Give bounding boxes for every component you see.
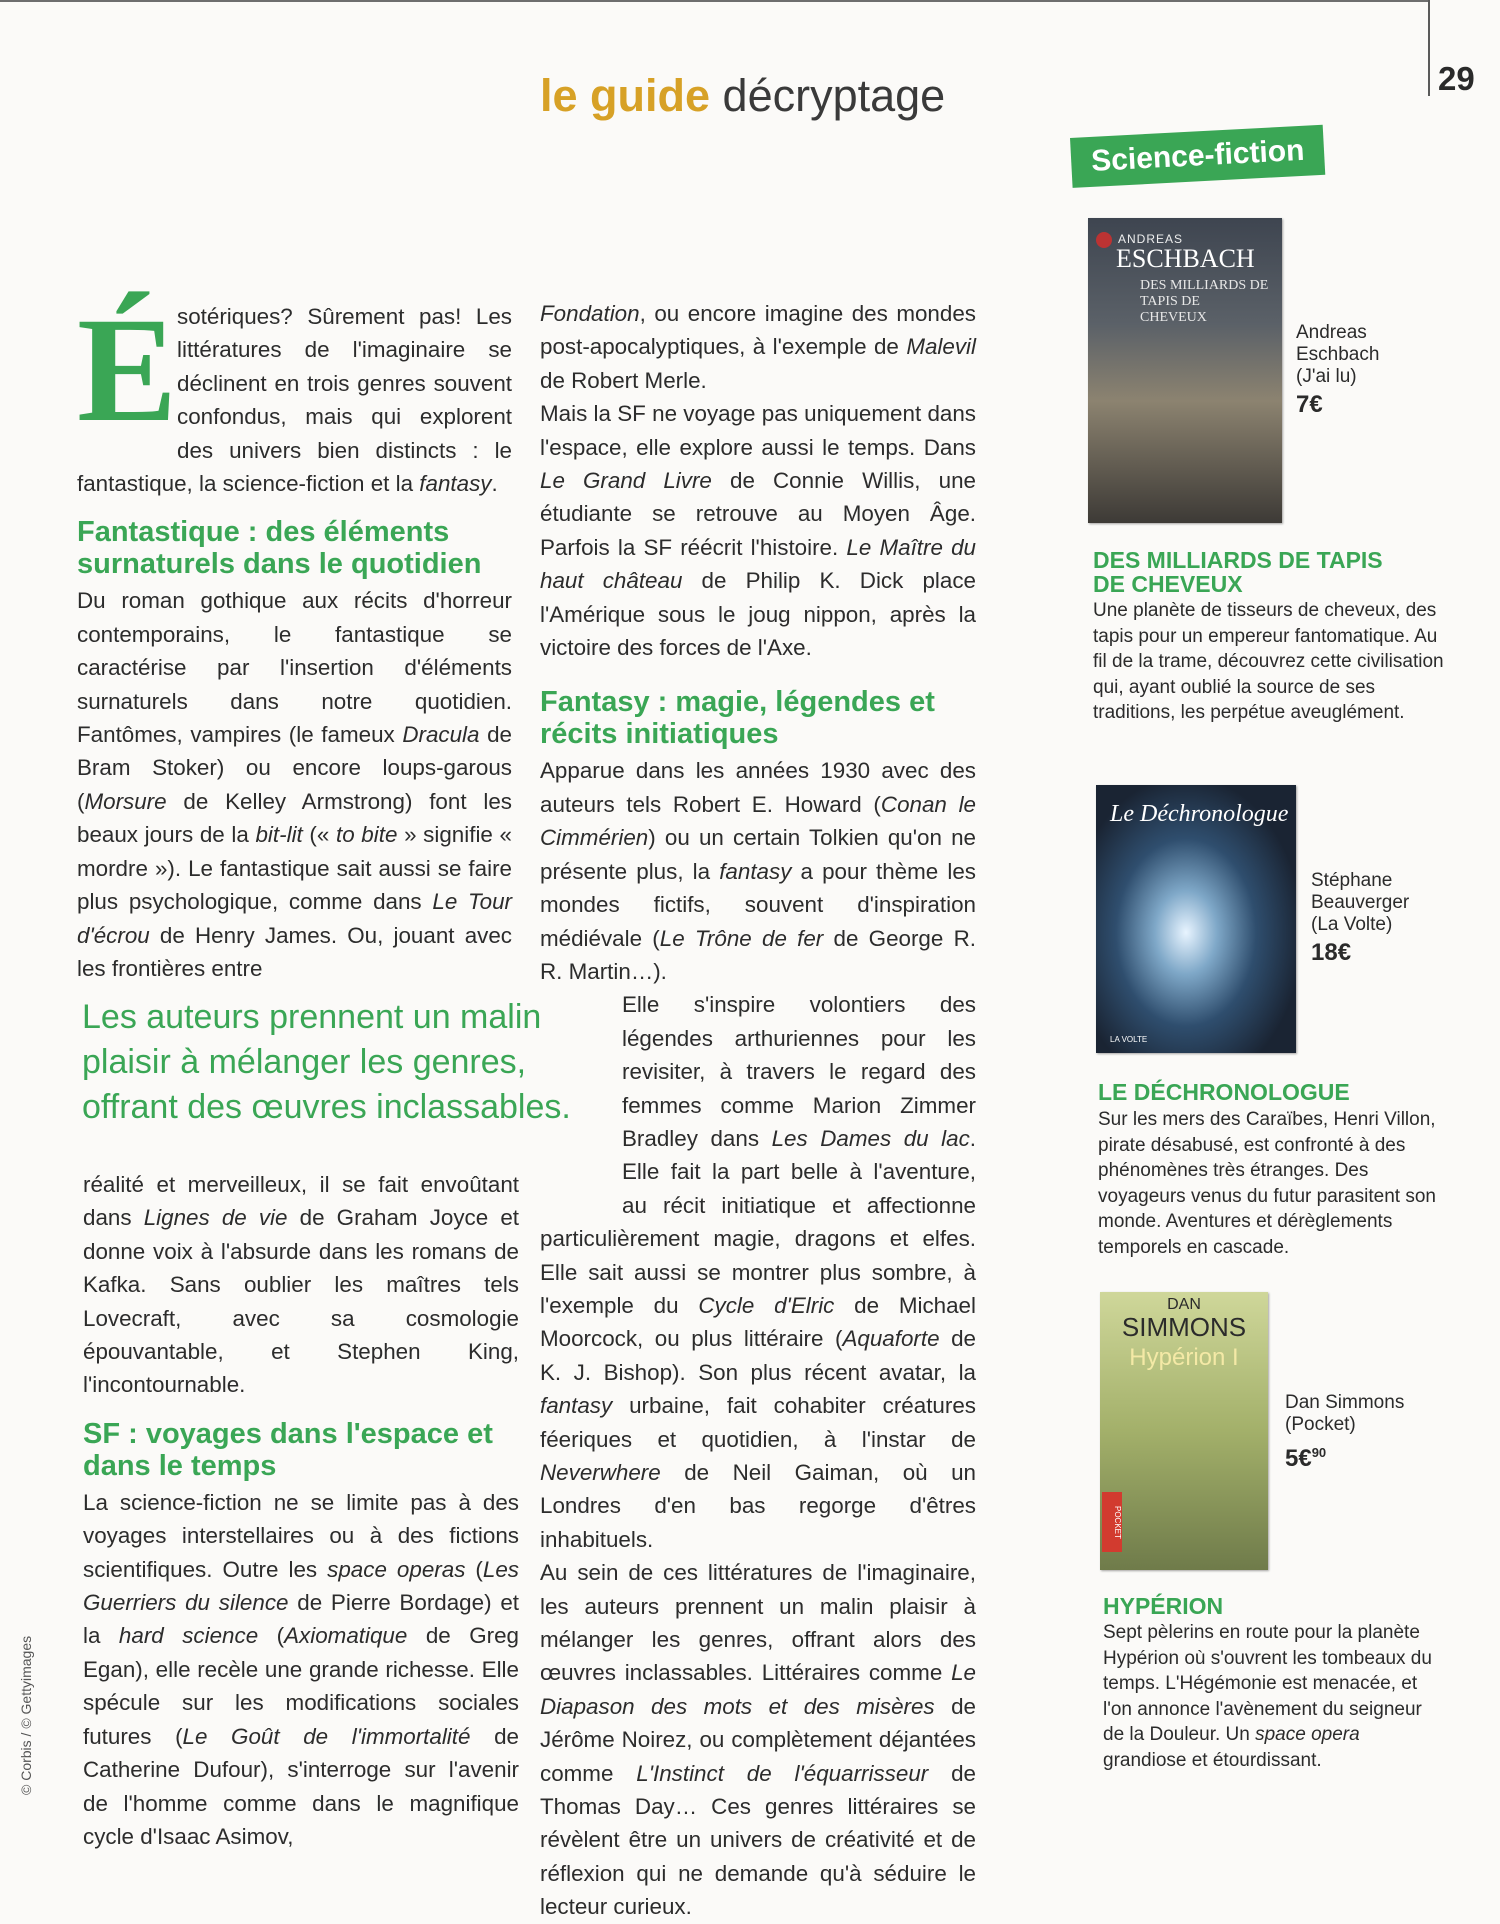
book-ref: Conan le Cimmérien — [540, 791, 976, 851]
text-run: (« — [302, 822, 336, 848]
sf-heading: SF : voyages dans l'espace et dans le temps — [83, 1417, 493, 1482]
intro-text: sotériques? Sûrement pas! Les littératures de l'imaginaire se déclinent en trois genres souvent confondus, mais qui explorent des univers bien distincts : le fantastique, la science-fiction et la — [77, 304, 512, 497]
intro-text-end: . — [491, 471, 498, 497]
text-run: de Robert Merle. — [540, 367, 707, 393]
cover-publisher: POCKET — [1102, 1492, 1122, 1552]
book-ref: Lignes de vie — [143, 1205, 288, 1231]
fantasy-heading: Fantasy : magie, légendes et récits initiatiques — [540, 686, 935, 751]
term-ref: space operas — [327, 1556, 466, 1582]
text-run: Apparue dans les années 1930 avec des auteurs tels Robert E. Howard ( — [540, 758, 976, 817]
book-ref: Fondation — [540, 301, 640, 326]
section-header — [540, 70, 1040, 122]
text-run: de Neil Gaiman, où un Londres d'en bas regorge d'êtres inhabituels. — [540, 1460, 976, 1552]
text-run: . Elle fait la part belle à l'aventure, au récit initiatique et affectionne particulièrement magie, dragons et elfes. Elle sait aussi se montrer plus sombre, à l'exemple du — [540, 1125, 977, 1318]
book-ref: Le Grand Livre — [540, 468, 712, 494]
text-run: de Connie Willis, une étudiante se retrouve au Moyen Âge. Parfois la SF réécrit l'histoire. — [540, 468, 976, 560]
text-run: de Bram Stoker) ou encore loups-garous ( — [77, 722, 512, 814]
sf-paragraph-2 — [540, 297, 976, 397]
article-column-2 — [540, 297, 976, 1924]
text-run: a pour thème les mondes fictifs, souvent d'inspiration médiévale ( — [540, 858, 976, 951]
term-ref: space opera — [1255, 1724, 1360, 1745]
book-title-dechronologue: LE DÉCHRONOLOGUE — [1098, 1079, 1350, 1105]
text-run: de Greg Egan), elle recèle une grande richesse. Elle spécule sur les modifications sociales futures ( — [83, 1623, 519, 1749]
sf-paragraph-3 — [540, 397, 976, 664]
book-author-line-2: Beauverger — [1311, 892, 1410, 913]
cover-author-name: ESCHBACH — [1116, 244, 1255, 273]
text-run: de Pierre Bordage) et la — [83, 1590, 519, 1649]
text-run: Elle s'inspire volontiers des légendes arthuriennes pour les revisiter, à travers le regard des femmes comme Marion Zimmer Bradley dans — [622, 992, 976, 1151]
book-ref: Le Maître du haut château — [540, 534, 976, 594]
text-run: de Kelley Armstrong) font les beaux jours de la — [77, 788, 512, 848]
fantastique-paragraph-2 — [83, 1168, 519, 1402]
text-run: Sept pèlerins en route pour la planète Hypérion où s'ouvrent les tombeaux du temps. L'Hégémonie est menacée, et l'on annonce l'avènement du seigneur de la Douleur. Un — [1103, 1622, 1432, 1745]
pull-quote: Les auteurs prennent un malin plaisir à mélanger les genres, offrant des œuvres inclassables. — [82, 998, 571, 1126]
book-publisher: (Pocket) — [1285, 1414, 1356, 1435]
text-run: , ou encore imagine des mondes post-apocalyptiques, à l'exemple de — [540, 301, 976, 360]
article-column-1-lower — [83, 1168, 519, 1853]
book-price — [1285, 1442, 1404, 1470]
intro-paragraph — [77, 287, 512, 500]
photo-credit: © Corbis / © Gettyimages — [18, 1635, 34, 1795]
book-info-dechronologue — [1311, 870, 1409, 964]
book-ref: Les Guerriers du silence — [83, 1556, 520, 1616]
book-cover-eschbach — [1088, 218, 1282, 523]
text-run: de Philip K. Dick place l'Amérique sous le joug nippon, après la victoire des forces de l'Axe. — [540, 568, 976, 661]
book-price: 18€ — [1311, 939, 1352, 966]
text-run: de Jérôme Noirez, ou complètement déjantées comme — [540, 1693, 976, 1786]
text-run: Du roman gothique aux récits d'horreur contemporains, le fantastique se caractérise par l'insertion d'éléments surnaturels dans notre quotidien. Fantômes, vampires (le fameux — [77, 588, 512, 748]
text-run: de George R. R. Martin…). — [540, 925, 976, 984]
book-ref: Le Goût de l'immortalité — [182, 1723, 471, 1749]
book-ref: Le Diapason des mots et des misères — [540, 1660, 976, 1719]
text-run: de Thomas Day… Ces genres littéraires se révèlent être un univers de créativité et de réflexion qui ne demande qu'à séduire le lecteur curieux. — [540, 1760, 976, 1920]
book-ref: L'Instinct de l'équarrisseur — [636, 1760, 929, 1786]
text-run: réalité et merveilleux, il se fait envoûtant dans — [83, 1172, 519, 1231]
text-run: de Graham Joyce et donne voix à l'absurde dans les romans de Kafka. Sans oublier les maîtres tels Lovecraft, avec sa cosmologie épouvantable, et Stephen King, l'incontournable. — [83, 1205, 520, 1398]
genre-badge-science-fiction: Science-fiction — [1070, 125, 1326, 188]
book-ref: Dracula — [402, 722, 480, 748]
cover-title: DES MILLIARDS DE TAPIS DE CHEVEUX — [1140, 278, 1269, 325]
text-run: grandiose et étourdissant. — [1103, 1749, 1322, 1771]
text-run: Au sein de ces littératures de l'imaginaire, les auteurs prennent un malin plaisir à mélanger les genres, offrant alors des œuvres inclassables. Littéraires comme — [540, 1560, 976, 1686]
text-run: de Catherine Dufour), s'interroge sur l'avenir de l'homme comme dans le magnifique cycle d'Isaac Asimov, — [83, 1723, 519, 1849]
page-corner-rule — [1428, 0, 1430, 96]
book-publisher: (J'ai lu) — [1296, 366, 1357, 387]
intro-text-em: fantasy — [419, 471, 492, 497]
cover-author: ANDREAS — [1118, 232, 1184, 246]
sf-paragraph-1 — [83, 1486, 519, 1853]
book-ref: Les Dames du lac — [771, 1125, 970, 1151]
book-price: 7€ — [1296, 391, 1323, 418]
book-ref: Neverwhere — [540, 1460, 661, 1485]
cover-title: Le Déchronologue — [1110, 801, 1289, 827]
page-number: 29 — [1438, 60, 1475, 97]
book-desc-dechronologue: Sur les mers des Caraïbes, Henri Villon, pirate désabusé, est confronté à des phénomènes très étranges. Des voyageurs venus du futur parasitent son monde. Aventures et dérèglements temporels en cascade. — [1098, 1109, 1436, 1258]
book-title-hyperion: HYPÉRION — [1103, 1593, 1224, 1619]
cover-title: Hypérion I — [1129, 1344, 1239, 1371]
cover-publisher: LA VOLTE — [1110, 1035, 1148, 1044]
text-run: de Michael Moorcock, ou plus littéraire ( — [540, 1292, 976, 1352]
pullquote-spacer — [540, 988, 622, 1196]
text-run: urbaine, fait cohabiter créatures féeriques et quotidien, à l'instar de — [540, 1393, 976, 1452]
text-run: de K. J. Bishop). Son plus récent avatar, la — [540, 1326, 976, 1385]
book-author-line-1: Andreas — [1296, 322, 1367, 343]
fantasy-paragraph-1 — [540, 754, 976, 988]
book-title-eschbach: DES MILLIARDS DE TAPIS DE CHEVEUX — [1093, 547, 1383, 597]
fantastique-paragraph-1 — [77, 584, 512, 985]
book-ref: Axiomatique — [284, 1623, 408, 1649]
book-desc-eschbach: Une planète de tisseurs de cheveux, des tapis pour un empereur fantomatique. Au fil de la trame, découvrez cette civilisation qui, ayant oublié la source de ses traditions, les perpétue aveuglément. — [1093, 600, 1444, 723]
book-author-line-1: Dan Simmons — [1285, 1392, 1405, 1413]
article-column-1 — [77, 287, 513, 985]
term-ref: to bite — [335, 822, 398, 848]
text-run: ) ou un certain Tolkien qu'on ne présente plus, la — [540, 825, 976, 884]
book-desc-hyperion — [1103, 1620, 1448, 1773]
cover-author: DAN — [1167, 1296, 1201, 1313]
book-publisher: (La Volte) — [1311, 914, 1393, 935]
term-ref: fantasy — [719, 858, 792, 884]
dropcap: É — [77, 287, 178, 453]
text-run: ( — [258, 1623, 285, 1649]
book-author-line-1: Stéphane — [1311, 870, 1393, 891]
book-ref: Le Trône de fer — [659, 925, 824, 951]
fantasy-paragraph-2 — [540, 988, 976, 1556]
book-author-line-2: Eschbach — [1296, 344, 1380, 365]
price-main: 5€ — [1285, 1445, 1312, 1472]
text-run: Mais la SF ne voyage pas uniquement dans l'espace, elle explore aussi le temps. Dans — [540, 401, 976, 460]
book-cover-dechronologue — [1096, 785, 1296, 1053]
price-cents: 90 — [1311, 1445, 1327, 1460]
section-header-highlight: le guide — [540, 70, 711, 121]
book-cover-hyperion — [1100, 1292, 1268, 1570]
book-ref: Aquaforte — [842, 1326, 940, 1352]
term-ref: fantasy — [540, 1393, 613, 1419]
text-run: de Henry James. Ou, jouant avec les frontières entre — [77, 922, 512, 981]
text-run: La science-fiction ne se limite pas à des voyages interstellaires ou à des fictions scientifiques. Outre les — [83, 1489, 519, 1582]
cover-author-name: SIMMONS — [1121, 1312, 1247, 1342]
text-run: ( — [465, 1556, 483, 1582]
top-rule — [0, 0, 1430, 2]
book-ref: Morsure — [84, 788, 167, 814]
dropcap-wrapper — [77, 287, 178, 453]
book-info-eschbach — [1296, 322, 1379, 416]
term-ref: hard science — [118, 1623, 259, 1649]
book-ref: Malevil — [906, 334, 976, 360]
term-ref: bit-lit — [255, 822, 303, 848]
fantastique-heading: Fantastique : des éléments surnaturels dans le quotidien — [77, 516, 482, 581]
section-header-rest: décryptage — [722, 70, 946, 121]
book-ref: Cycle d'Elric — [698, 1292, 835, 1318]
fantasy-paragraph-3 — [540, 1556, 976, 1923]
text-run: » signifie « mordre »). Le fantastique sait aussi se faire plus psychologique, comme dans — [77, 822, 512, 915]
book-ref: Le Tour d'écrou — [77, 889, 513, 948]
book-info-hyperion — [1285, 1392, 1404, 1470]
publisher-logo-icon — [1096, 232, 1112, 248]
